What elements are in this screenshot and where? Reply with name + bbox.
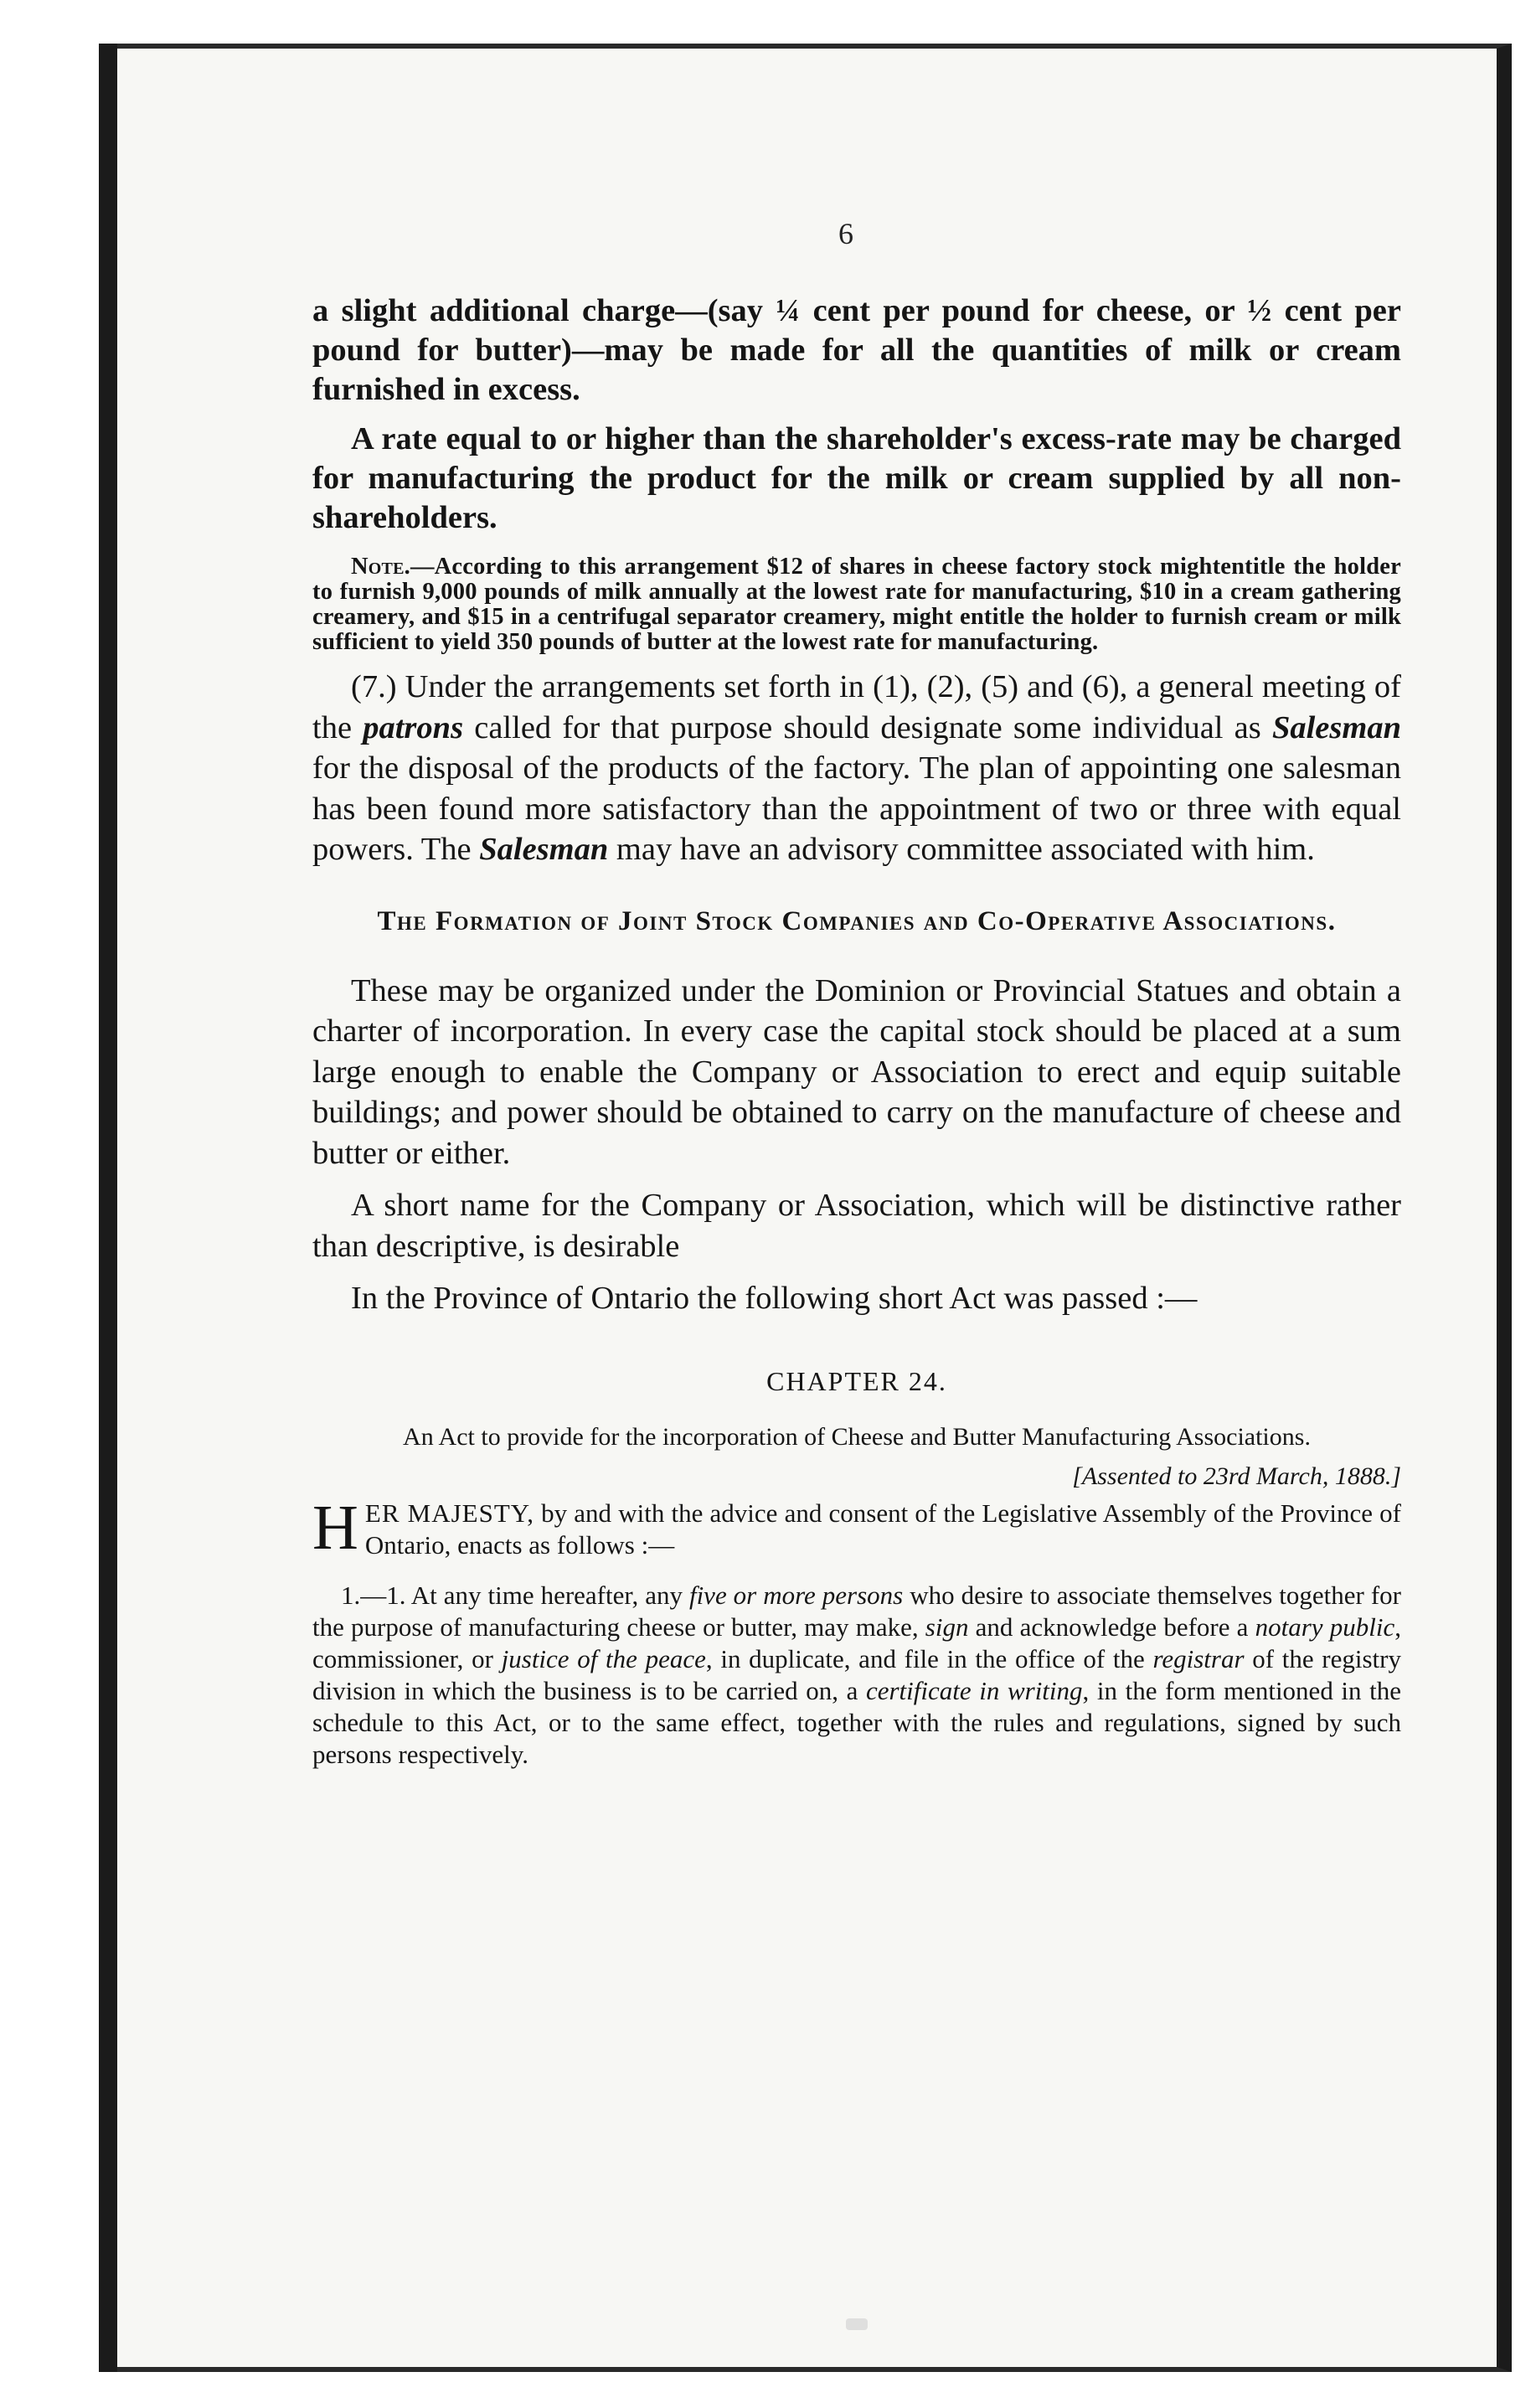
p7-patrons: patrons (363, 709, 464, 745)
note-text: —According to this arrangement $12 of shares in cheese factory stock mightentitle the holder to furnish 9,000 pounds of milk annually at the lowest rate for manufacturing, $10 in a cream gathering creamery, and $15 in a centrifugal separator creamery, might entitle the holder to furnish cream or milk sufficient to yield 350 pounds of butter at the lowest rate for manufacturing. (312, 554, 1401, 655)
s1-d: , commissioner, or (312, 1611, 1401, 1673)
paragraph-ontario: In the Province of Ontario the following short Act was passed :— (351, 1281, 1198, 1316)
s1-five-or-more: five or more persons (688, 1580, 904, 1610)
page-number: 6 (838, 217, 853, 250)
s1-certificate: certificate in writing (865, 1675, 1083, 1705)
s1-notary: notary public (1255, 1611, 1395, 1642)
assent-date: [Assented to 23rd March, 1888.] (1072, 1462, 1401, 1490)
paragraph-continuation: a slight additional charge—(say ¼ cent per pound for cheese, or ½ cent per pound for butter)—may be made for all the quantities of milk or cream furnished in excess. (312, 293, 1401, 407)
s1-a: 1.—1. At any time hereafter, any (341, 1580, 689, 1610)
scan-margin (0, 0, 109, 2408)
s1-sign: sign (925, 1611, 969, 1642)
paragraph-organized: These may be organized under the Dominion or Provincial Statues and obtain a charter of incorporation. In every case the capital stock should be placed at a sum large enough to enable the Company or Association to erect and equip suitable buildings; and power should be obtained to carry on the manufacture of cheese and butter or either. (312, 972, 1401, 1171)
scan-smudge (846, 2318, 868, 2330)
s1-c: and acknowledge before a (968, 1611, 1255, 1642)
section-heading: The Formation of Joint Stock Companies and Co-Operative Associations. (377, 905, 1337, 936)
p7-salesman-2: Salesman (479, 832, 609, 867)
section-one (312, 1580, 1401, 1771)
p7-text-b: called for that purpose should designate some individual as (463, 709, 1272, 745)
s1-b: who desire to associate themselves together for the purpose of manufacturing cheese or butter, may make, (312, 1580, 1401, 1642)
p7-text-d: may have an advisory committee associated with him. (608, 832, 1315, 867)
enacting-caps: ER MAJESTY, (364, 1498, 534, 1528)
scan-binding-edge (99, 44, 117, 2372)
chapter-heading: CHAPTER 24. (766, 1365, 947, 1396)
act-title: An Act to provide for the incorporation of Cheese and Butter Manufacturing Associations. (403, 1422, 1311, 1451)
s1-f: of the registry division in which the business is to be carried on, a (312, 1643, 1401, 1705)
paragraph-seven (312, 667, 1401, 870)
document-page (117, 44, 1512, 2372)
note-label: Note. (351, 554, 410, 580)
s1-justice: justice of the peace (501, 1643, 706, 1673)
s1-registrar: registrar (1152, 1643, 1245, 1673)
p7-text-a: (7.) Under the arrangements set forth in (1), (2), (5) and (6), a general meeting of the (312, 669, 1401, 745)
s1-g: , in the form mentioned in the schedule to this Act, or to the same effect, together with the rules and regulations, signed by such persons respectively. (312, 1675, 1402, 1769)
enacting-text: by and with the advice and consent of the Legislative Assembly of the Province of Ontario, enacts as follows :— (364, 1498, 1401, 1560)
s1-e: , in duplicate, and file in the office of the (705, 1643, 1153, 1673)
text-column (312, 291, 1401, 1771)
p7-text-c: for the disposal of the products of the factory. The plan of appointing one salesman has been found more satisfactory than the appointment of two or three with equal powers. The (312, 750, 1401, 867)
p7-salesman: Salesman (1271, 709, 1401, 745)
paragraph-short-name: A short name for the Company or Association, which will be distinctive rather than descriptive, is desirable (312, 1188, 1401, 1264)
enacting-clause (312, 1492, 1401, 1563)
note-paragraph (312, 554, 1401, 655)
paragraph-non-shareholders: A rate equal to or higher than the shareholder's excess-rate may be charged for manufacturing the product for the milk or cream supplied by all non-shareholders. (312, 421, 1401, 535)
drop-cap: H (312, 1492, 358, 1563)
